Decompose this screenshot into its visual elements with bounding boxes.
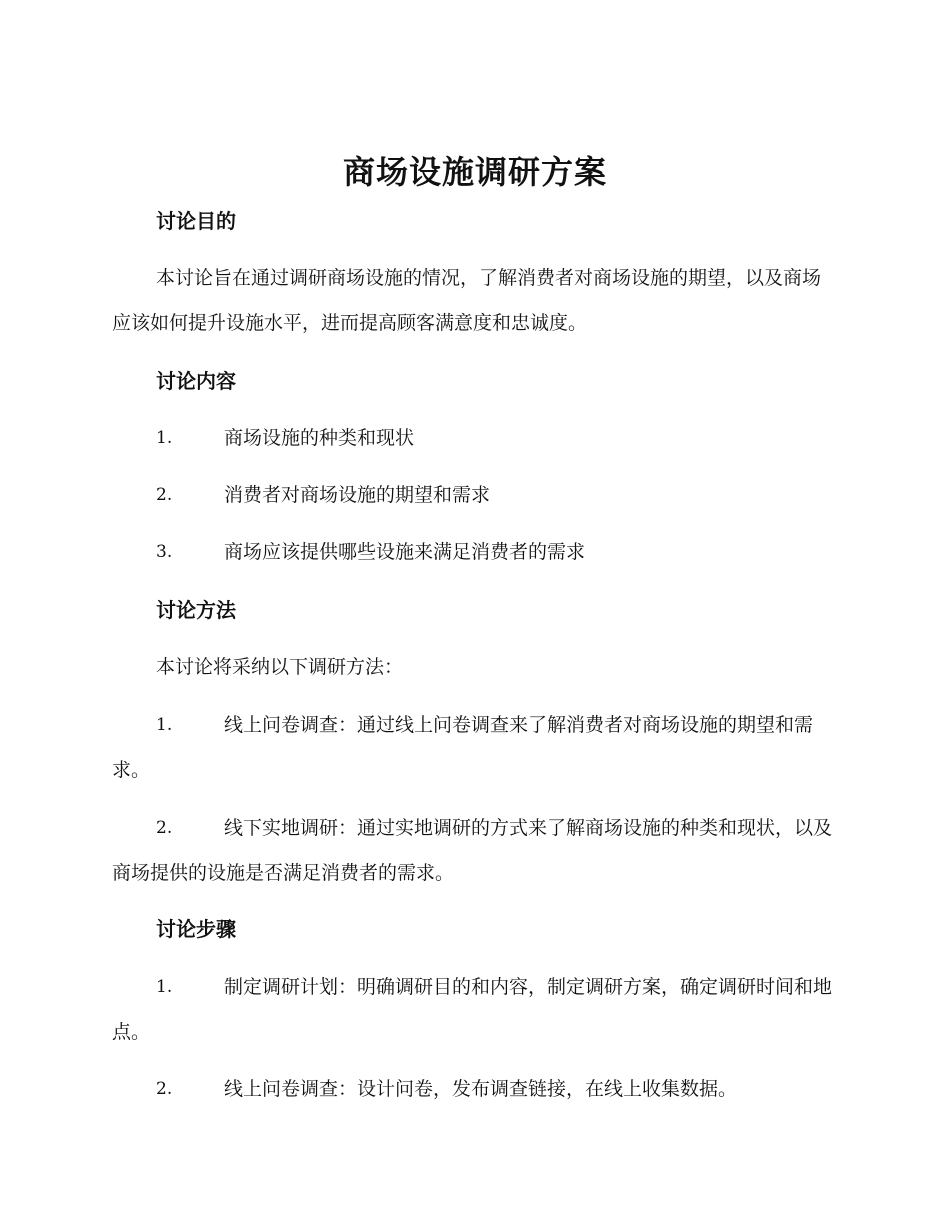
list-item-number: 2. — [156, 1079, 173, 1099]
list-item-text: 商场设施的种类和现状 — [224, 427, 415, 449]
list-item — [112, 530, 832, 575]
list-item-text: 线上问卷调查：通过线上问卷调查来了解消费者对商场设施的期望和需求。 — [112, 714, 814, 781]
list-item — [112, 965, 832, 1055]
list-item — [112, 703, 832, 793]
list-item-number: 3. — [156, 542, 173, 562]
list-item-number: 2. — [156, 485, 173, 505]
list-item-text: 商场应该提供哪些设施来满足消费者的需求 — [224, 541, 586, 563]
list-item — [112, 473, 832, 518]
document-title: 商场设施调研方案 — [342, 153, 607, 191]
list-item — [112, 416, 832, 461]
section-heading-steps: 讨论步骤 — [156, 917, 236, 941]
list-item-number: 2. — [156, 818, 173, 838]
list-item-text: 消费者对商场设施的期望和需求 — [224, 484, 491, 506]
list-item — [112, 1067, 832, 1112]
section-paragraph-purpose: 本讨论旨在通过调研商场设施的情况，了解消费者对商场设施的期望，以及商场应该如何提升设施水平，进而提高顾客满意度和忠诚度。 — [112, 267, 822, 334]
list-item-text: 线上问卷调查：设计问卷，发布调查链接，在线上收集数据。 — [224, 1078, 738, 1100]
section-heading-purpose: 讨论目的 — [156, 209, 236, 233]
section-heading-content: 讨论内容 — [156, 369, 236, 393]
list-item-number: 1. — [156, 715, 173, 735]
section-heading-method: 讨论方法 — [156, 598, 236, 622]
list-item-number: 1. — [156, 428, 173, 448]
list-item-text: 线下实地调研：通过实地调研的方式来了解商场设施的种类和现状，以及商场提供的设施是否满足消费者的需求。 — [112, 817, 833, 884]
list-item-number: 1. — [156, 977, 173, 997]
section-paragraph-method: 本讨论将采纳以下调研方法： — [156, 656, 404, 678]
list-item — [112, 806, 832, 896]
list-item-text: 制定调研计划：明确调研目的和内容，制定调研方案，确定调研时间和地点。 — [112, 976, 833, 1043]
